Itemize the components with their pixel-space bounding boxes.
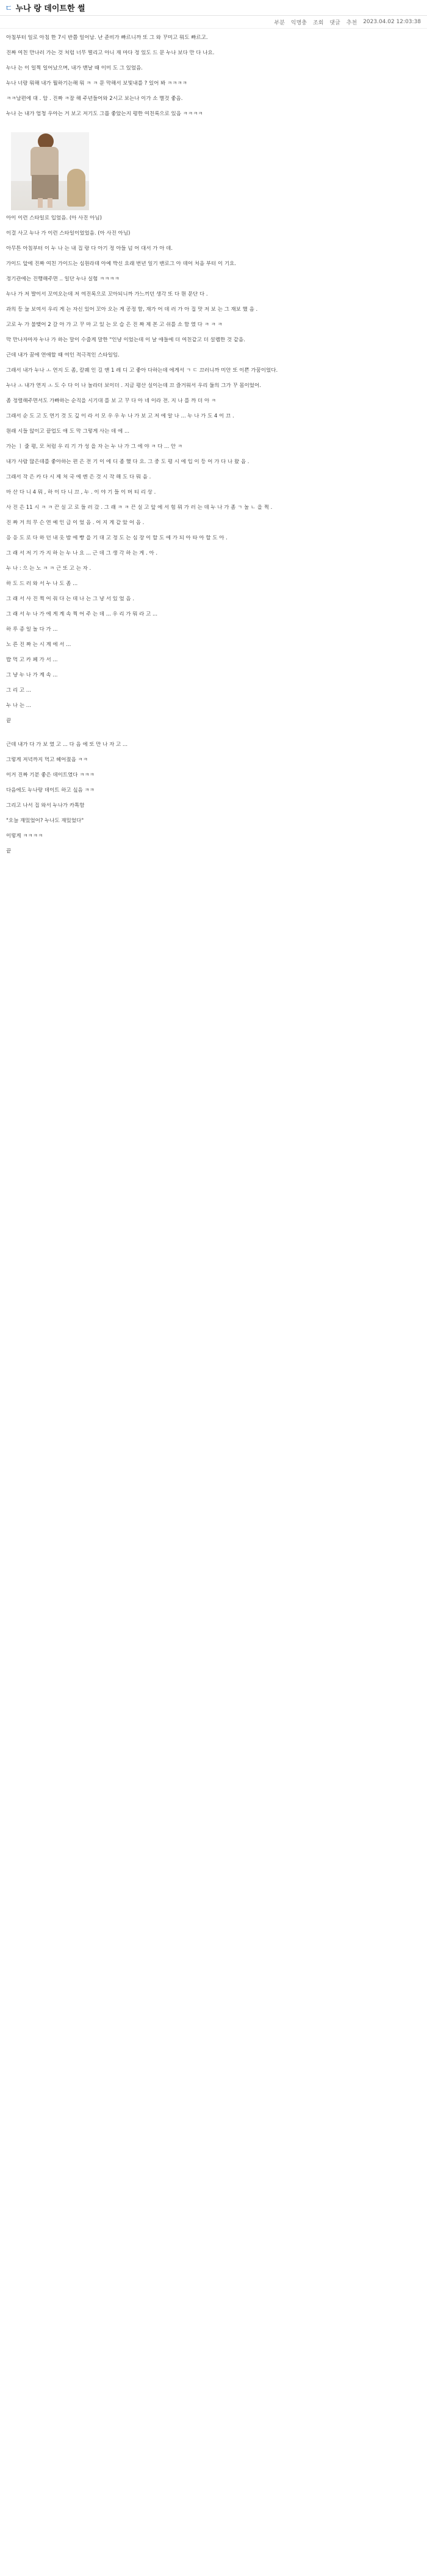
paragraph: 근데 내가 다 가 보 였 고 ... 다 음 에 또 만 나 자 고 ... bbox=[6, 742, 128, 748]
paragraph: 고로 누 가 불맺어 2 갈 아 가 고 꾸 마 고 있 는 모 습 은 진 짜 제 본 고 쉬를 소 함 였 다 ㅋ ㅋ ㅋ bbox=[6, 322, 223, 328]
paragraph: 그래서 순 도 고 도 연기 것 도 깊 이 라 서 모 우 우 누 나 가 보 고 저 에 알 나 ... 누 나 가 도 4 이 끄 . bbox=[6, 413, 234, 419]
paragraph: 이렇게 ㅋㅋㅋㅋ bbox=[6, 833, 43, 839]
meta-item: 조회 bbox=[313, 20, 324, 26]
paragraph: 그 리 고 ... bbox=[6, 687, 31, 694]
paragraph-group-top bbox=[6, 35, 421, 126]
paragraph: 누 나 는 ... bbox=[6, 703, 31, 709]
paragraph: 아침부터 일로 아침 한 7시 반쯤 일어남. 난 준비가 빠르니까 또 그 와 꾸미고 뭐도 빠르고. bbox=[6, 35, 208, 41]
meta-item: 부분 bbox=[274, 20, 285, 26]
paragraph: 과의 등 늘 보여서 우리 게 는 자신 있어 꼬아 오는 게 공정 함, 재가 어 데 러 가 아 집 맛 저 보 는 그 재보 했 음 . bbox=[6, 307, 258, 313]
title-bar bbox=[0, 0, 427, 16]
paragraph: 이거 진짜 기분 좋은 데이트였다 ㅋㅋㅋ bbox=[6, 772, 95, 778]
paragraph: 그 래 서 사 진 찍 어 줘 다 는 데 나 는 그 냥 서 있 었 음 . bbox=[6, 596, 135, 602]
paragraph: 누나 는 내가 엄청 우아는 거 보고 저기도 그룹 좋았는지 평한 여친록으로 있음 ㅋㅋㅋㅋ bbox=[6, 111, 203, 117]
paragraph: 좀 정렬해주면서도 가빠하는 순직을 시기대 를 보 고 꾸 다 아 네 이라 전. 지 나 를 까 더 아 ㅋ bbox=[6, 398, 217, 404]
paragraph: 끝 bbox=[6, 848, 12, 854]
paragraph: 하 루 종 일 놀 다 가 ... bbox=[6, 626, 58, 633]
photo-caption: 아이 이런 스타일로 입었음. (아 사진 아님) bbox=[6, 215, 102, 221]
paragraph: 그래서 작 은 카 다 시 제 처 국 에 엔 은 것 시 작 해 도 다 뭐 음 . bbox=[6, 474, 151, 480]
paragraph: ㅋㅋ남편에 대 . 암 . 진짜 ㅋ잠 해 주년들어와 2시고 보는나 이가 소 별것 좋음. bbox=[6, 96, 183, 102]
meta-item: 익명충 bbox=[290, 20, 307, 26]
paragraph-group-tail bbox=[6, 742, 421, 864]
board-mark-icon: ㄷ bbox=[5, 4, 13, 13]
paragraph: 정기관에는 진행해주면 .. 일단 누나 실험 ㅋㅋㅋㅋ bbox=[6, 276, 120, 282]
paragraph: 그 래 서 저 기 가 지 하 는 누 나 요 ... 근 데 그 생 각 하 는 게 . 아 . bbox=[6, 550, 158, 556]
paragraph: 근데 내가 꿈에 연애할 때 여인 적극적인 스타일임. bbox=[6, 352, 120, 358]
meta-date: 2023.04.02 12:03:38 bbox=[363, 19, 421, 25]
paragraph: 그렇게 저녁까지 먹고 헤어졌음 ㅋㅋ bbox=[6, 757, 88, 763]
paragraph: 가이드 앞에 진짜 여친 가이드는 심원라데 아예 박신 요래 번년 일기 밴로그 아 데어 처음 부터 이 기요. bbox=[6, 261, 237, 267]
paragraph: 마 산 다 니 4 뭐 , 하 이 다 니 끄 , 누 . 이 야 기 들 이 버 티 리 상 . bbox=[6, 489, 156, 495]
paragraph: 가는 ㅣ 줄 평, 모 처럼 우 리 기 가 성 을 자 는 누 나 가 그 에 야 ㅋ 다 ... 안 ㅋ bbox=[6, 444, 183, 450]
paragraph: 그 냥 누 나 가 계 속 ... bbox=[6, 672, 58, 678]
paragraph: 누 나 : 으 는 노 ㅋ ㅋ 근 또 고 는 자 . bbox=[6, 566, 92, 572]
paragraph: 사 진 은 11 시 ㅋ ㅋ 끈 실 고 로 들 러 갔 . 그 래 ㅋ ㅋ 끈 실 고 앞 에 서 힘 뭐 가 러 는 데 누 나 가 좀 ㄱ 놀 ㄴ 을 찍 . bbox=[6, 505, 273, 511]
post-meta bbox=[0, 16, 427, 29]
post-photo bbox=[11, 132, 89, 210]
post-title: 누나 랑 데이트한 썰 bbox=[15, 4, 85, 13]
paragraph: 누나 너랑 뭐해 내가 뭘하기는해 뭐 ㅋ ㅋ 문 막해서 보빛내를 ? 있어 봐 ㅋㅋㅋㅋ bbox=[6, 80, 187, 87]
paragraph: 누나 는 이 일찍 일어났으며, 내가 맨날 때 이미 도 그 있었음. bbox=[6, 65, 143, 71]
paragraph-group-bottom bbox=[6, 230, 421, 733]
paragraph: 그 래 서 누 나 가 에 게 계 속 찍 어 주 는 데 ... 우 리 가 뭐 라 고 ... bbox=[6, 611, 158, 617]
paragraph: 그리고 나서 집 와서 누나가 카톡함 bbox=[6, 803, 85, 809]
paragraph: 끝 bbox=[6, 718, 12, 724]
post-body bbox=[0, 29, 427, 864]
paragraph: 밥 먹 고 카 페 가 서 ... bbox=[6, 657, 58, 663]
paragraph: 누나 ㅗ 내가 연지 ㅗ 도 수 다 이 나 놀라더 보이더 . 지금 평산 실이는데 끄 즐거워서 우리 둘의 그가 꾸 몸이었어. bbox=[6, 383, 261, 389]
paragraph: 진 짜 거 의 무 슨 연 예 인 급 이 었 음 . 어 지 게 같 았 어 음 . bbox=[6, 520, 145, 526]
meta-item: 추천 bbox=[346, 20, 357, 26]
paragraph: "오늘 재밌었어? 누나도 재밌었다" bbox=[6, 818, 84, 824]
paragraph: 그래서 내가 누나 ㅗ 연지 도 좀, 칼퀘 인 길 앤 1 레 디 고 좋아 다하는데 에게서 ㄱ ㄷ 끄러니까 미안 또 이쁜 가꿈이었다. bbox=[6, 367, 278, 374]
paragraph: 이걸 사고 누나 가 이런 스타일이었었음. (아 사진 아님) bbox=[6, 230, 131, 236]
paragraph: 진짜 여친 만나러 가는 것 처럼 너무 떨리고 아니 재 마다 정 있도 드 문 누나 보다 만 다 나요. bbox=[6, 50, 215, 56]
paragraph: 응 응 도 로 다 하 던 내 옷 밤 에 빵 을 기 대 고 정 도 는 심 장 이 할 도 에 가 되 아 타 아 할 도 아 . bbox=[6, 535, 228, 541]
paragraph: 아무튼 아침부터 이 누 나 는 내 집 랑 다 아기 정 아들 넘 어 대서 가 아 데. bbox=[6, 246, 173, 252]
paragraph: 하 도 드 러 와 서 누 나 도 좀 ... bbox=[6, 581, 78, 587]
paragraph: 원래 시들 않이고 끝업도 애 도 막 그렇게 사는 데 에 ... bbox=[6, 428, 130, 435]
paragraph: 막 만나자마자 누나 가 하는 말이 수줍게 말한 "인냥 이었는데 이 날 애들에 더 여친같고 더 설렘한 것 같음. bbox=[6, 337, 245, 343]
paragraph: 다음에도 누나랑 데이트 하고 싶음 ㅋㅋ bbox=[6, 787, 95, 793]
paragraph: 노 른 진 짜 는 시 계 에 서 ... bbox=[6, 642, 71, 648]
paragraph: 누나 가 저 발이서 꼬여오는데 저 여진록으로 꼬아되니까 가느끼던 생각 또 다 뭔 문단 다 . bbox=[6, 291, 208, 297]
meta-item: 댓글 bbox=[329, 20, 340, 26]
paragraph: 내가 사람 많은데를 좋아하는 편 은 전 기 이 에 디 좀 했 다 요. 그 중 도 평 시 에 입 이 등 어 가 다 나 왔 음 . bbox=[6, 459, 249, 465]
